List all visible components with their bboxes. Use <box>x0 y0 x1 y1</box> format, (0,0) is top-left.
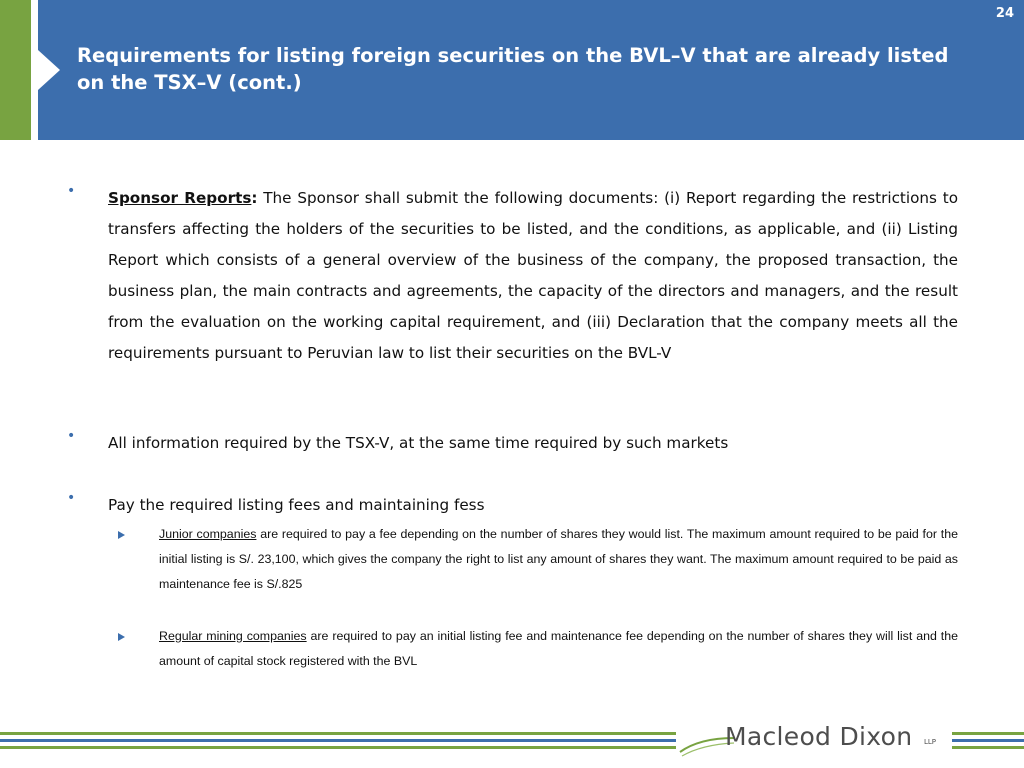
bullet-icon: • <box>67 428 76 444</box>
bullet-text <box>108 183 958 369</box>
slide-title: Requirements for listing foreign securities on the BVL–V that are already listed on the TSX–V (cont.) <box>77 44 949 94</box>
bullet-text: Pay the required listing fees and maintaining fess <box>108 496 485 514</box>
sub-bullet-text <box>159 522 958 597</box>
sub-bullet-text <box>159 624 958 674</box>
bullet-icon: • <box>67 183 76 199</box>
bullet-icon: • <box>67 490 76 506</box>
sub-bullet-lead: Regular mining companies <box>159 629 307 643</box>
page-number: 24 <box>995 6 1014 21</box>
company-logo <box>676 716 952 764</box>
bullet-body: The Sponsor shall submit the following documents: (i) Report regarding the restrictions to transfers affecting the holders of the securities to be listed, and the conditions, as applicable, and (ii) Listing Report which consists of a general overview of the business of the company, the proposed transaction, the business plan, the main contracts and agreements, the capacity of the directors and managers, and the result from the evaluation on the working capital requirement, and (iii) Declaration that the company meets all the requirements pursuant to Peruvian law to list their securities on the BVL-V <box>108 189 958 362</box>
bullet-text: All information required by the TSX-V, at the same time required by such markets <box>108 434 729 452</box>
sub-bullet-body: are required to pay an initial listing fee and maintenance fee depending on the number of shares they will list and the amount of capital stock registered with the BVL <box>159 629 958 668</box>
sub-bullet-lead: Junior companies <box>159 527 257 541</box>
header-bar <box>0 0 1024 140</box>
logo-suffix: LLP <box>924 738 937 746</box>
bullet-lead-suffix: : <box>251 189 258 207</box>
triangle-right-icon <box>118 531 125 539</box>
bullet-lead: Sponsor Reports <box>108 189 252 207</box>
accent-white-strip <box>31 0 38 140</box>
sub-bullet-body: are required to pay a fee depending on the number of shares they would list. The maximum amount required to be paid for the initial listing is S/. 23,100, which gives the company the right to list any amount of shares they want. The maximum amount required to be paid as maintenance fee is S/.825 <box>159 527 958 591</box>
logo-wordmark: Macleod Dixon <box>725 722 913 751</box>
accent-green-bar <box>0 0 31 140</box>
triangle-right-icon <box>118 633 125 641</box>
chevron-right-icon <box>38 50 60 90</box>
